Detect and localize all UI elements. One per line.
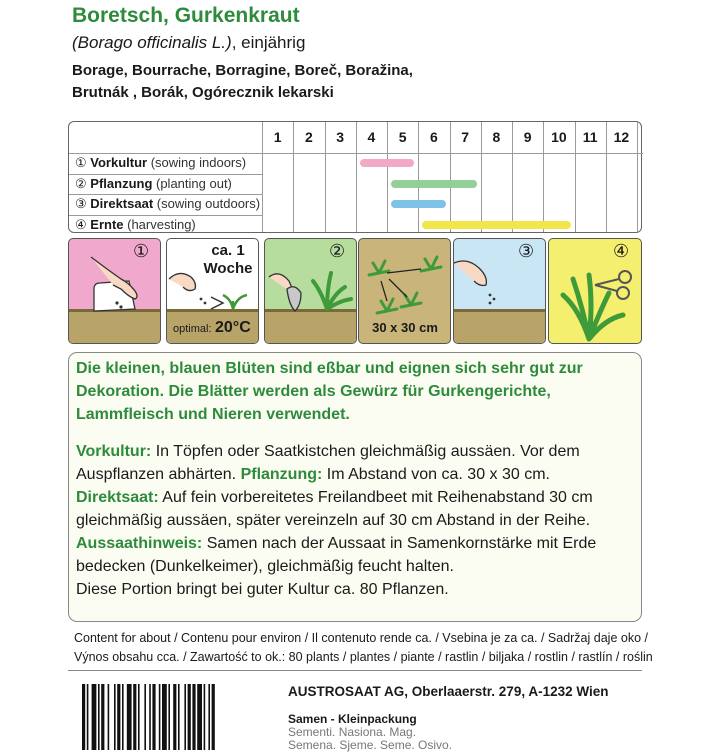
pack-translations-2: Semena. Sjeme. Seme. Osivo.: [288, 738, 453, 752]
translated-names-1: Borage, Bourrache, Borragine, Boreč, Boražina,: [72, 62, 413, 79]
intro-line-2: Dekoration. Die Blätter werden als Gewürz für Gurkengerichte,: [76, 383, 551, 400]
month-2: 2: [304, 129, 313, 145]
hinweis-text-1: Samen nach der Aussaat in Samenkornstärke mit Erde: [202, 535, 597, 552]
calendar-row-label: [75, 196, 260, 212]
step-3-number: ③: [518, 241, 535, 261]
grid-col-line: [325, 122, 326, 232]
row-translation: (sowing indoors): [147, 155, 247, 170]
month-4: 4: [367, 129, 376, 145]
sowing-calendar: [68, 121, 642, 233]
vorkultur-label: Vorkultur:: [76, 443, 152, 460]
direktsaat-line-2: gleichmäßig aussäen, später vereinzeln auf 30 cm Abstand in der Reihe.: [76, 512, 591, 529]
panel-harvesting: [548, 238, 642, 344]
hinweis-line-2: bedecken (Dunkelkeimer), gleichmäßig feucht halten.: [76, 558, 454, 575]
step-1-number: ①: [133, 241, 150, 261]
panel-spacing: [358, 238, 451, 344]
period-bar: [391, 180, 477, 188]
barcode: [82, 684, 270, 750]
row-translation: (harvesting): [123, 216, 196, 232]
direktsaat-label: Direktsaat:: [76, 489, 159, 506]
grid-col-line: [293, 122, 294, 232]
period-bar: [391, 200, 446, 208]
month-5: 5: [398, 129, 407, 145]
pack-translations-1: Sementi. Nasiona. Mag.: [288, 725, 417, 739]
grid-col-line: [637, 122, 638, 232]
grid-col-line: [262, 122, 263, 232]
grid-row-line: [69, 174, 262, 175]
grid-row-line: [69, 194, 262, 195]
row-translation: (sowing outdoors): [153, 196, 261, 211]
pflanzung-label: Pflanzung:: [240, 466, 323, 483]
footer-divider: [68, 670, 642, 671]
vorkultur-line-2: [76, 464, 550, 487]
row-number: ①: [75, 155, 91, 170]
grid-col-line: [418, 122, 419, 232]
month-12: 12: [613, 129, 630, 145]
panel-germination: [166, 238, 259, 344]
period-bar: [360, 159, 415, 167]
product-title: Boretsch, Gurkenkraut: [72, 4, 300, 27]
month-3: 3: [336, 129, 345, 145]
hinweis-line-1: [76, 533, 596, 556]
intro-line-1: Die kleinen, blauen Blüten sind eßbar und eignen sich sehr gut zur: [76, 360, 583, 377]
month-6: 6: [429, 129, 438, 145]
month-11: 11: [582, 129, 598, 145]
row-number: ③: [75, 196, 91, 211]
direktsaat-text-1: Auf fein vorbereitetes Freilandbeet mit Reihenabstand 30 cm: [158, 489, 593, 506]
row-translation: (planting out): [152, 175, 232, 191]
calendar-row-label: [75, 155, 246, 171]
panel-planting-out: [264, 238, 357, 344]
pack-type: Samen - Kleinpackung: [288, 712, 417, 726]
pflanzung-text: Im Abstand von ca. 30 x 30 cm.: [322, 466, 550, 483]
panel-direct-sowing: [453, 238, 546, 344]
row-activity: Vorkultur: [90, 155, 148, 170]
row-activity: Ernte: [90, 216, 124, 232]
grid-col-line: [356, 122, 357, 232]
vorkultur-text-1: In Töpfen oder Saatkistchen gleichmäßig aussäen. Vor dem: [151, 443, 580, 460]
instructions-box: [68, 352, 642, 622]
optimal-label: optimal:: [173, 323, 212, 335]
grid-header-line: [69, 153, 643, 154]
month-10: 10: [551, 129, 567, 145]
row-activity: Pflanzung: [90, 175, 153, 191]
calendar-row-label: [75, 176, 232, 192]
panel-sowing-indoors: [68, 238, 161, 344]
vorkultur-text-2: Auspflanzen abhärten.: [76, 466, 241, 483]
grid-col-line: [575, 122, 576, 232]
month-7: 7: [461, 129, 470, 145]
row-number: ④: [75, 216, 91, 232]
grid-col-line: [481, 122, 482, 232]
germination-duration-text: ca. 1 Woche: [203, 242, 253, 277]
spacing-label: 30 x 30 cm: [372, 320, 438, 335]
calendar-row-label: [75, 217, 196, 233]
grid-col-line: [387, 122, 388, 232]
translated-names-2: Brutnák , Borák, Ogórecznik lekarski: [72, 84, 334, 101]
germination-duration: [197, 242, 259, 278]
company-address: AUSTROSAAT AG, Oberlaaerstr. 279, A-1232 Wien: [288, 684, 609, 699]
grid-col-line: [543, 122, 544, 232]
step-2-number: ②: [329, 241, 346, 261]
annual-note: , einjährig: [231, 33, 306, 52]
period-bar: [422, 221, 570, 229]
hinweis-label: Aussaathinweis:: [76, 535, 203, 552]
content-line-2: Výnos obsahu cca. / Zawartość to ok.: 80 plants / plantes / piante / rastlin / biljaka / rostlin / rastlín / roślin: [74, 650, 653, 664]
direktsaat-line-1: [76, 487, 593, 510]
portion-note: Diese Portion bringt bei guter Kultur ca. 80 Pflanzen.: [76, 581, 449, 598]
latin-name-line: [72, 33, 305, 53]
latin-name: (Borago officinalis L.): [72, 33, 232, 52]
step-4-number: ④: [613, 241, 630, 261]
grid-col-line: [450, 122, 451, 232]
row-activity: Direktsaat: [90, 196, 154, 211]
month-8: 8: [492, 129, 501, 145]
content-line-1: Content for about / Contenu pour environ / Il contenuto rende ca. / Vsebina je za ca. / Sadržaj daje oko /: [74, 631, 648, 645]
grid-col-line: [606, 122, 607, 232]
month-9: 9: [523, 129, 532, 145]
row-number: ②: [75, 175, 91, 191]
vorkultur-line-1: [76, 441, 580, 464]
grid-col-line: [512, 122, 513, 232]
month-1: 1: [273, 129, 282, 145]
optimal-temperature: 20°C: [215, 319, 251, 336]
grid-row-line: [69, 215, 262, 216]
intro-line-3: Lammfleisch und Nieren verwendet.: [76, 406, 350, 423]
